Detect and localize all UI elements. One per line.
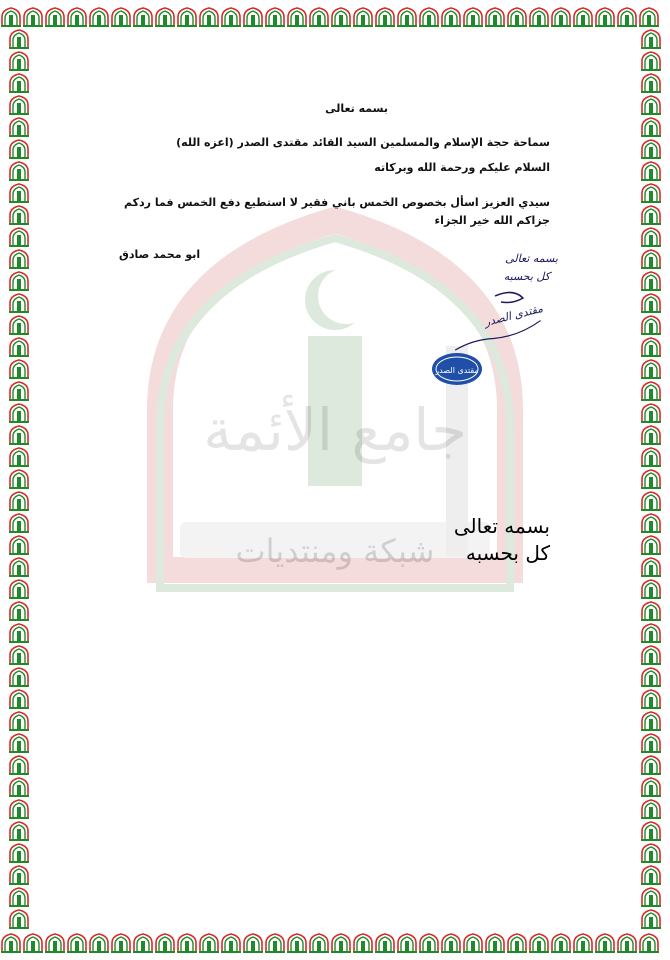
reply-line2: كل بحسبه [465, 541, 550, 565]
border-ornament-icon [330, 6, 352, 28]
border-ornament-icon [176, 6, 198, 28]
border-ornament-icon [640, 204, 662, 226]
border-ornament-icon [308, 6, 330, 28]
border-ornament-icon [220, 6, 242, 28]
border-ornament-icon [264, 932, 286, 954]
border-ornament-icon [8, 50, 30, 72]
border-ornament-icon [242, 932, 264, 954]
border-ornament-icon [374, 6, 396, 28]
border-ornament-icon [528, 932, 550, 954]
border-ornament-icon [484, 932, 506, 954]
border-ornament-icon [396, 932, 418, 954]
border-ornament-icon [8, 226, 30, 248]
border-ornament-icon [8, 534, 30, 556]
border-ornament-icon [8, 182, 30, 204]
border-ornament-icon [594, 932, 616, 954]
border-ornament-icon [640, 644, 662, 666]
watermark-title: جامع الأئمة [203, 396, 467, 464]
border-ornament-icon [640, 380, 662, 402]
border-ornament-icon [640, 732, 662, 754]
border-ornament-icon [640, 248, 662, 270]
border-ornament-icon [242, 6, 264, 28]
border-ornament-icon [352, 6, 374, 28]
border-ornament-icon [8, 798, 30, 820]
border-ornament-icon [640, 314, 662, 336]
border-ornament-icon [176, 932, 198, 954]
handwritten-signature [440, 240, 570, 360]
letter-body-line2: جزاكم الله خير الجزاء [434, 214, 550, 227]
border-ornament-icon [640, 776, 662, 798]
border-ornament-icon [8, 380, 30, 402]
border-ornament-icon [550, 932, 572, 954]
border-ornament-icon [640, 864, 662, 886]
border-ornament-icon [640, 578, 662, 600]
border-ornament-icon [506, 932, 528, 954]
border-ornament-icon [640, 666, 662, 688]
border-ornament-icon [8, 314, 30, 336]
border-ornament-icon [640, 512, 662, 534]
border-ornament-icon [110, 6, 132, 28]
border-ornament-icon [640, 424, 662, 446]
stamp-text: مقتدى الصدر [435, 366, 479, 375]
border-ornament-icon [8, 336, 30, 358]
border-ornament-icon [220, 932, 242, 954]
border-ornament-icon [572, 932, 594, 954]
border-ornament-icon [8, 842, 30, 864]
border-ornament-icon [418, 932, 440, 954]
border-ornament-icon [8, 864, 30, 886]
border-ornament-icon [638, 6, 660, 28]
border-ornament-icon [8, 556, 30, 578]
border-ornament-icon [198, 932, 220, 954]
border-ornament-icon [44, 6, 66, 28]
border-ornament-icon [0, 6, 22, 28]
letter-addressee: سماحة حجة الإسلام والمسلمين السيد القائد مقتدى الصدر (اعزه الله) [176, 136, 550, 149]
border-ornament-icon [440, 932, 462, 954]
border-ornament-icon [8, 72, 30, 94]
border-ornament-icon [8, 160, 30, 182]
border-ornament-icon [640, 710, 662, 732]
border-ornament-icon [640, 402, 662, 424]
border-ornament-icon [640, 28, 662, 50]
border-ornament-icon [550, 6, 572, 28]
border-ornament-icon [640, 358, 662, 380]
border-ornament-icon [640, 160, 662, 182]
border-ornament-icon [640, 798, 662, 820]
border-ornament-icon [640, 446, 662, 468]
border-ornament-icon [640, 292, 662, 314]
border-ornament-icon [88, 6, 110, 28]
border-ornament-icon [640, 226, 662, 248]
border-right [640, 28, 662, 932]
border-ornament-icon [154, 932, 176, 954]
border-ornament-icon [308, 932, 330, 954]
border-ornament-icon [8, 138, 30, 160]
border-ornament-icon [462, 932, 484, 954]
border-ornament-icon [154, 6, 176, 28]
border-ornament-icon [640, 490, 662, 512]
border-ornament-icon [66, 932, 88, 954]
border-ornament-icon [640, 886, 662, 908]
border-ornament-icon [8, 754, 30, 776]
border-ornament-icon [8, 28, 30, 50]
reply-line1: بسمه تعالى [453, 514, 550, 538]
border-ornament-icon [640, 468, 662, 490]
border-ornament-icon [132, 932, 154, 954]
border-ornament-icon [640, 556, 662, 578]
border-ornament-icon [640, 94, 662, 116]
border-ornament-icon [462, 6, 484, 28]
handwritten-line1: بسمه تعالى [505, 252, 558, 265]
border-ornament-icon [8, 490, 30, 512]
border-ornament-icon [640, 336, 662, 358]
border-ornament-icon [640, 908, 662, 930]
border-ornament-icon [640, 116, 662, 138]
border-ornament-icon [640, 600, 662, 622]
border-ornament-icon [8, 886, 30, 908]
border-ornament-icon [44, 932, 66, 954]
handwritten-signature-name: مقتدى الصدر [483, 301, 545, 329]
border-ornament-icon [572, 6, 594, 28]
border-ornament-icon [506, 6, 528, 28]
letter-basmala: بسمه تعالى [325, 102, 388, 115]
border-ornament-icon [8, 468, 30, 490]
border-ornament-icon [8, 116, 30, 138]
border-ornament-icon [88, 932, 110, 954]
border-ornament-icon [640, 270, 662, 292]
border-ornament-icon [616, 6, 638, 28]
border-ornament-icon [640, 534, 662, 556]
border-ornament-icon [8, 402, 30, 424]
border-ornament-icon [8, 600, 30, 622]
border-ornament-icon [8, 204, 30, 226]
border-ornament-icon [8, 908, 30, 930]
border-ornament-icon [640, 622, 662, 644]
border-ornament-icon [352, 932, 374, 954]
border-ornament-icon [8, 710, 30, 732]
border-ornament-icon [8, 424, 30, 446]
border-ornament-icon [286, 6, 308, 28]
border-ornament-icon [640, 72, 662, 94]
border-ornament-icon [418, 6, 440, 28]
border-ornament-icon [8, 358, 30, 380]
border-ornament-icon [640, 182, 662, 204]
border-ornament-icon [8, 622, 30, 644]
border-ornament-icon [640, 842, 662, 864]
border-ornament-icon [0, 932, 22, 954]
border-bottom [0, 932, 670, 954]
watermark-subtitle: شبكة ومنتديات [235, 532, 435, 570]
border-ornament-icon [8, 732, 30, 754]
border-top [0, 6, 670, 28]
border-ornament-icon [8, 776, 30, 798]
border-ornament-icon [638, 932, 660, 954]
border-ornament-icon [396, 6, 418, 28]
border-ornament-icon [640, 50, 662, 72]
border-ornament-icon [374, 932, 396, 954]
border-ornament-icon [8, 248, 30, 270]
border-ornament-icon [594, 6, 616, 28]
border-ornament-icon [110, 932, 132, 954]
border-ornament-icon [286, 932, 308, 954]
border-ornament-icon [640, 820, 662, 842]
border-ornament-icon [8, 446, 30, 468]
border-ornament-icon [640, 138, 662, 160]
border-ornament-icon [264, 6, 286, 28]
letter-body-line1: سيدي العزيز اسأل بخصوص الخمس باني فقير لا استطيع دفع الخمس فما ردكم [123, 196, 550, 209]
handwritten-line2: كل بحسبه [503, 270, 550, 283]
border-ornament-icon [484, 6, 506, 28]
border-ornament-icon [22, 6, 44, 28]
border-ornament-icon [66, 6, 88, 28]
border-ornament-icon [132, 6, 154, 28]
border-ornament-icon [640, 688, 662, 710]
border-ornament-icon [528, 6, 550, 28]
border-ornament-icon [8, 688, 30, 710]
border-ornament-icon [8, 292, 30, 314]
border-ornament-icon [22, 932, 44, 954]
border-ornament-icon [8, 578, 30, 600]
border-ornament-icon [8, 270, 30, 292]
border-ornament-icon [8, 820, 30, 842]
border-ornament-icon [8, 644, 30, 666]
border-ornament-icon [640, 754, 662, 776]
letter-greeting: السلام عليكم ورحمة الله وبركاته [374, 161, 550, 174]
letter-sender: ابو محمد صادق [119, 248, 201, 261]
border-left [8, 28, 30, 932]
border-ornament-icon [330, 932, 352, 954]
border-ornament-icon [8, 94, 30, 116]
border-ornament-icon [8, 512, 30, 534]
border-ornament-icon [198, 6, 220, 28]
border-ornament-icon [8, 666, 30, 688]
border-ornament-icon [440, 6, 462, 28]
blue-stamp [430, 350, 484, 388]
border-ornament-icon [616, 932, 638, 954]
